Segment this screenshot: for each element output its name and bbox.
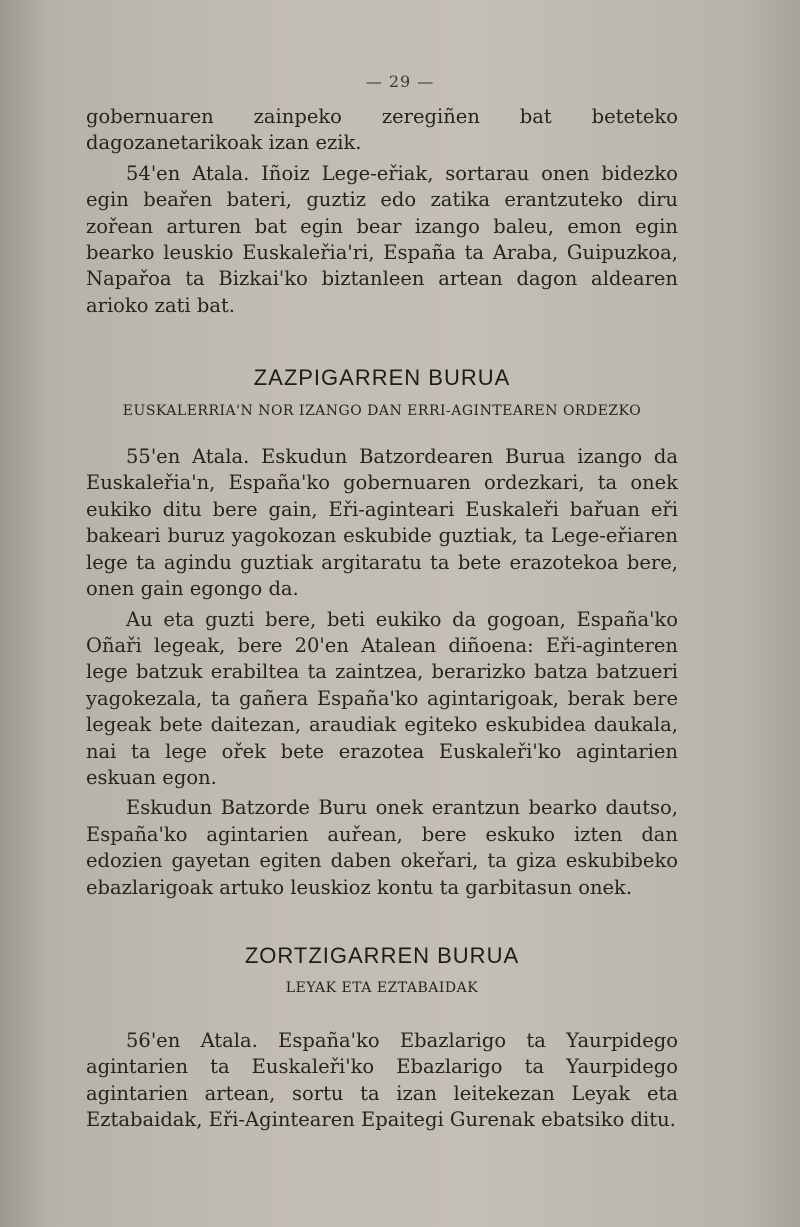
paragraph-article-55: 55'en Atala. Eskudun Batzordearen Burua izango da Euskaleřia'n, España'ko gobernuaren ordezkari, ta onek eukiko ditu bere gain, Eři-aginteari Euskaleři bařuan eři bakeari buruz yagokozan eskubide guztiak, ta Lege-eřiaren lege ta agindu guztiak argitaratu ta bete erazotekoa bere, onen gain egongo da. [86, 445, 678, 601]
paragraph-continuation: gobernuaren zainpeko zeregiñen bat beteteko dagozanetarikoak izan ezik. [86, 105, 678, 155]
chapter-subtitle-8: LEYAK ETA EZTABAIDAK [285, 980, 479, 997]
page-number: — 29 — [365, 72, 435, 91]
chapter-title-7: ZAZPIGARREN BURUA [253, 365, 511, 391]
paragraph-article-54: 54'en Atala. Iñoiz Lege-eřiak, sortarau onen bidezko egin beařen bateri, guztiz edo zatika erantzuteko diru zořean arturen bat egin bear izango baleu, emon egin bearko leuskio Euskaleřia'ri, España ta Araba, Guipuzkoa, Napařoa ta Bizkai'ko biztanleen artean dagon aldearen arioko zati bat. [86, 161, 678, 317]
chapter-title-8: ZORTZIGARREN BURUA [244, 942, 520, 968]
paragraph-article-56: 56'en Atala. España'ko Ebazlarigo ta Yaurpidego agintarien ta Euskaleři'ko Ebazlarigo ta Yaurpidego agintarien artean, sortu ta izan leitekezan Leyak eta Eztabaidak, Eři-Agintearen Epaitegi Gurenak ebatsiko ditu. [86, 1028, 678, 1131]
chapter-subtitle-7: EUSKALERRIA'N NOR IZANGO DAN ERRI-AGINTEAREN ORDEZKO [122, 402, 642, 419]
paragraph-article-55-b: Au eta guzti bere, beti eukiko da gogoan, España'ko Oñaři legeak, bere 20'en Atalean diñoena: Eři-aginteren lege batzuk erabiltea ta zaintzea, berarizko batza batzueri yagokezala, ta gañera España'ko agintarigoak, berak bere legeak bete daitezan, araudiak egiteko eskubidea daukala, nai ta lege ořek bete erazotea Euskaleři'ko agintarien eskuan egon. [86, 607, 678, 789]
paragraph-article-55-c: Eskudun Batzorde Buru onek erantzun bearko dautso, España'ko agintarien auřean, bere eskuko izten dan edozien gayetan egiten daben okeřari, ta giza eskubibeko ebazlarigoak artuko leuskioz kontu ta garbitasun onek. [86, 796, 678, 899]
page-body [86, 104, 678, 1137]
